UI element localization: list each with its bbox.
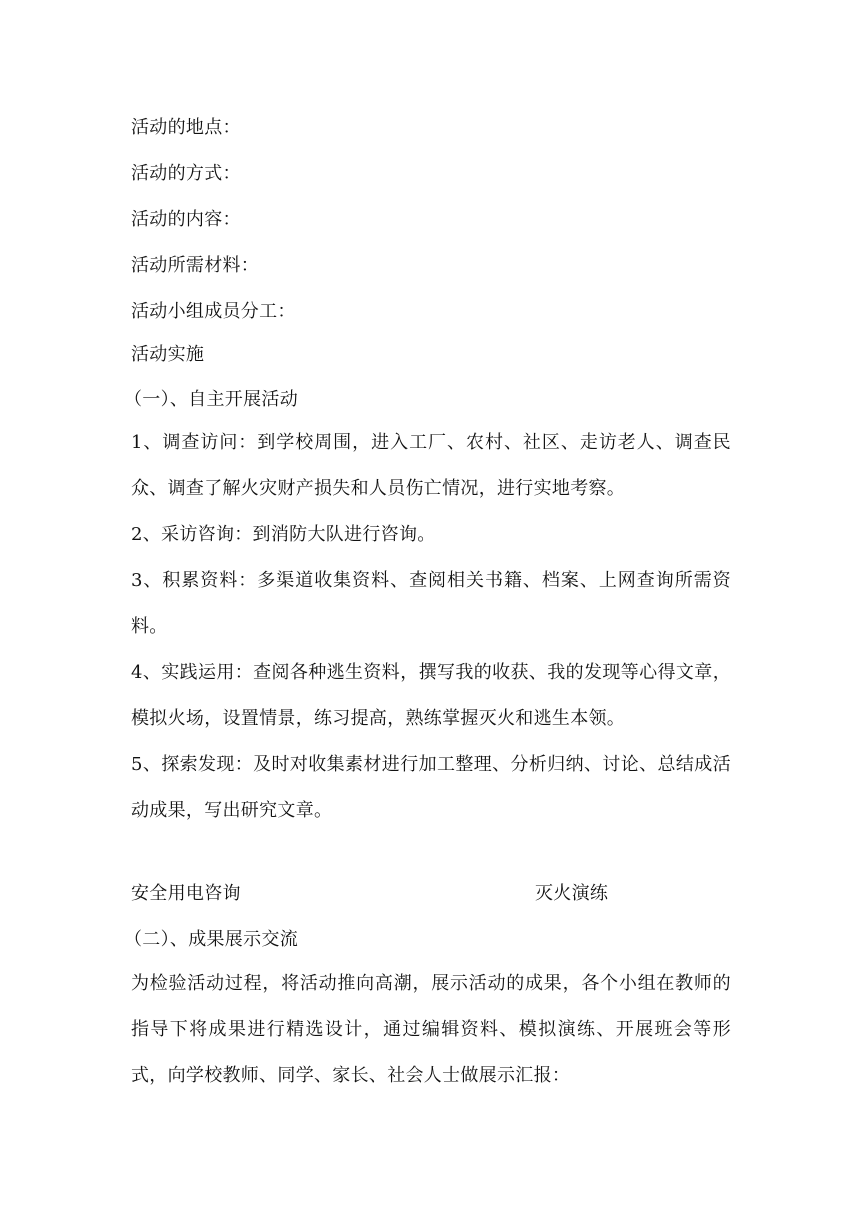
section1-item-5: 5、探索发现：及时对收集素材进行加工整理、分析归纳、讨论、总结成活动成果，写出研究文章。 [131,754,731,821]
section1-item-2: 2、采访咨询：到消防大队进行咨询。 [131,524,436,545]
caption-left: 安全用电咨询 [131,883,241,904]
section2-heading: （二）、成果展示交流 [124,929,298,950]
section1-item-4: 4、实践运用：查阅各种逃生资料，撰写我的收获、我的发现等心得文章，模拟火场，设置情景，练习提高，熟练掌握灭火和逃生本领。 [131,662,731,729]
field-content: 活动的内容： [131,209,241,230]
field-method: 活动的方式： [131,163,241,184]
section1-item-3: 3、积累资料：多渠道收集资料、查阅相关书籍、档案、上网查询所需资料。 [131,570,731,637]
section1-item-1: 1、调查访问：到学校周围，进入工厂、农村、社区、走访老人、调查民众、调查了解火灾财产损失和人员伤亡情况，进行实地考察。 [131,432,731,499]
field-division: 活动小组成员分工： [131,301,296,322]
implementation-heading: 活动实施 [131,344,205,365]
field-location: 活动的地点： [131,117,241,138]
section2-body: 为检验活动过程，将活动推向高潮，展示活动的成果，各个小组在教师的指导下将成果进行精选设计，通过编辑资料、模拟演练、开展班会等形式，向学校教师、同学、家长、社会人士做展示汇报： [131,973,731,1086]
field-materials: 活动所需材料： [131,255,260,276]
section1-heading: （一）、自主开展活动 [124,389,298,410]
caption-right: 灭火演练 [535,883,609,904]
